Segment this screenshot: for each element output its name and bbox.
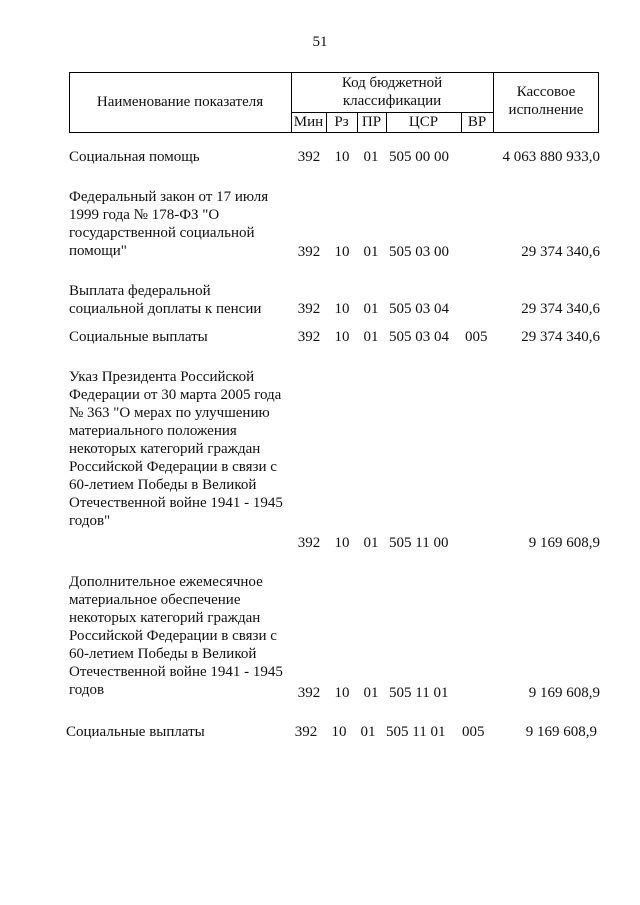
- row-amount: 9 169 608,9: [528, 685, 600, 701]
- header-vr: ВР: [467, 114, 487, 130]
- row-min: 392: [297, 329, 321, 345]
- row-name: Выплата федеральной социальной доплаты к пенсии: [69, 283, 262, 317]
- row-pr: 01: [363, 685, 379, 701]
- row-csr: 505 03 04: [389, 329, 449, 345]
- row-name: Социальные выплаты: [69, 329, 208, 345]
- row-amount: 29 374 340,6: [521, 329, 600, 345]
- row-name: Социальная помощь: [69, 149, 200, 165]
- row-vr: 005: [465, 329, 488, 345]
- header-code-group: Код бюджетной классификации: [341, 75, 443, 109]
- row-rz: 10: [334, 149, 350, 165]
- row-name: Федеральный закон от 17 июля 1999 года № 178-ФЗ "О государственной социальной помощи": [69, 189, 269, 259]
- row-min: 392: [297, 535, 321, 551]
- row-rz: 10: [334, 329, 350, 345]
- row-csr: 505 03 00: [389, 244, 449, 260]
- row-pr: 01: [363, 535, 379, 551]
- row-pr: 01: [363, 244, 379, 260]
- table-header: [69, 72, 599, 133]
- row-min: 392: [297, 149, 321, 165]
- header-min: Мин: [293, 114, 324, 130]
- row-name: Дополнительное ежемесячное материальное обеспечение некоторых категорий граждан Российской Федерации в связи с 60-летием Победы в Великой Отечественной войне 1941 - 1945 годов: [69, 574, 283, 698]
- row-pr: 01: [363, 301, 379, 317]
- header-amount-col: Кассовое исполнение: [508, 84, 584, 118]
- header-csr: ЦСР: [408, 114, 439, 130]
- row-csr: 505 11 01: [386, 724, 446, 740]
- row-pr: 01: [363, 329, 379, 345]
- row-min: 392: [297, 301, 321, 317]
- row-rz: 10: [331, 724, 347, 740]
- row-rz: 10: [334, 244, 350, 260]
- row-amount: 29 374 340,6: [521, 301, 600, 317]
- row-min: 392: [294, 724, 318, 740]
- row-amount: 9 169 608,9: [528, 535, 600, 551]
- row-name: Социальные выплаты: [66, 724, 205, 740]
- row-vr: 005: [462, 724, 485, 740]
- row-name: Указ Президента Российской Федерации от 30 марта 2005 года № 363 "О мерах по улучшению материального положения некоторых категорий граждан Российской Федерации в связи с 60-летием Победы в Великой Отечественной войне 1941 - 1945 годов": [69, 369, 283, 529]
- row-csr: 505 03 04: [389, 301, 449, 317]
- row-csr: 505 00 00: [389, 149, 449, 165]
- row-rz: 10: [334, 535, 350, 551]
- row-min: 392: [297, 244, 321, 260]
- row-amount: 4 063 880 933,0: [502, 149, 600, 165]
- row-rz: 10: [334, 301, 350, 317]
- row-amount: 29 374 340,6: [521, 244, 600, 260]
- header-name-col: Наименование показателя: [96, 94, 264, 110]
- row-csr: 505 11 01: [389, 685, 449, 701]
- row-pr: 01: [363, 149, 379, 165]
- row-amount: 9 169 608,9: [525, 724, 597, 740]
- header-pr: ПР: [361, 114, 382, 130]
- row-pr: 01: [360, 724, 376, 740]
- row-rz: 10: [334, 685, 350, 701]
- row-csr: 505 11 00: [389, 535, 449, 551]
- header-rz: Рз: [334, 114, 349, 130]
- row-min: 392: [297, 685, 321, 701]
- page-number: 51: [312, 34, 328, 50]
